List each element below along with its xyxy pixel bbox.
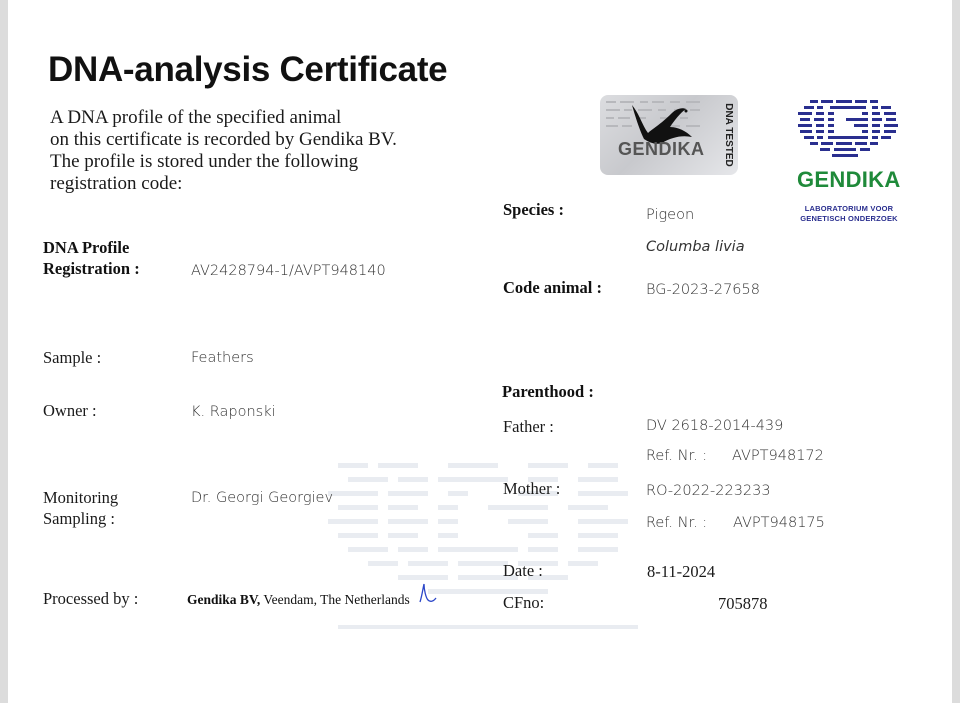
- species-value: Pigeon: [646, 207, 695, 223]
- father-ref-label: Ref. Nr. :: [646, 448, 708, 464]
- cfno-label: CFno:: [503, 593, 545, 612]
- cfno-value: 705878: [718, 594, 768, 613]
- owner-value: K. Raponski: [191, 404, 276, 420]
- code-animal-label: Code animal :: [503, 278, 602, 297]
- certificate-title: DNA-analysis Certificate: [48, 50, 448, 89]
- owner-label: Owner :: [43, 401, 97, 420]
- stamp-text: GENDIKA: [618, 139, 705, 159]
- mother-ref-label: Ref. Nr. :: [646, 515, 708, 531]
- species-latin: Columba livia: [646, 239, 745, 255]
- species-label: Species :: [503, 200, 564, 219]
- date-label: Date :: [503, 561, 543, 580]
- gendika-tagline: [794, 204, 904, 224]
- code-animal-value: BG-2023-27658: [646, 282, 760, 298]
- father-label: Father :: [503, 417, 554, 436]
- stamp-vertical-text: DNA TESTED: [723, 103, 734, 167]
- intro-line: A DNA profile of the specified animal: [50, 107, 342, 128]
- intro-line: registration code:: [50, 173, 183, 194]
- sample-value: Feathers: [191, 350, 254, 366]
- intro-text: [50, 107, 397, 195]
- processed-location: Veendam, The Netherlands: [260, 592, 410, 607]
- processed-company: Gendika BV,: [187, 592, 261, 607]
- mother-value: RO-2022-223233: [646, 483, 771, 499]
- watermark-pattern: [328, 455, 658, 655]
- monitoring-label: Monitoring: [43, 488, 119, 507]
- father-ref-value: AVPT948172: [732, 448, 824, 464]
- intro-line: on this certificate is recorded by Gendika BV.: [50, 129, 397, 150]
- registration-label: Registration :: [43, 259, 140, 278]
- tagline-line: GENETISCH ONDERZOEK: [800, 214, 898, 223]
- stamp-pattern: [600, 95, 738, 175]
- tagline-line: LABORATORIUM VOOR: [804, 204, 894, 213]
- intro-line: The profile is stored under the following: [50, 151, 359, 172]
- registration-value: AV2428794-1/AVPT948140: [191, 263, 386, 279]
- parenthood-label: Parenthood :: [502, 382, 594, 401]
- mother-label: Mother :: [503, 479, 561, 498]
- father-value: DV 2618-2014-439: [646, 418, 784, 434]
- processed-value: [187, 592, 410, 608]
- gendika-name: GENDIKA: [797, 167, 901, 192]
- date-value: 8-11-2024: [647, 562, 716, 581]
- certificate-page: [8, 0, 952, 703]
- dna-tested-stamp: [600, 95, 738, 175]
- monitoring-value: Dr. Georgi Georgiev: [191, 490, 334, 506]
- gendika-logo-icon: [796, 98, 902, 160]
- sampling-label: Sampling :: [43, 509, 115, 528]
- dna-profile-label: DNA Profile: [43, 238, 130, 257]
- processed-label: Processed by :: [43, 589, 139, 608]
- mother-ref-value: AVPT948175: [733, 515, 825, 531]
- sample-label: Sample :: [43, 348, 102, 367]
- signature-tick-icon: [418, 582, 438, 606]
